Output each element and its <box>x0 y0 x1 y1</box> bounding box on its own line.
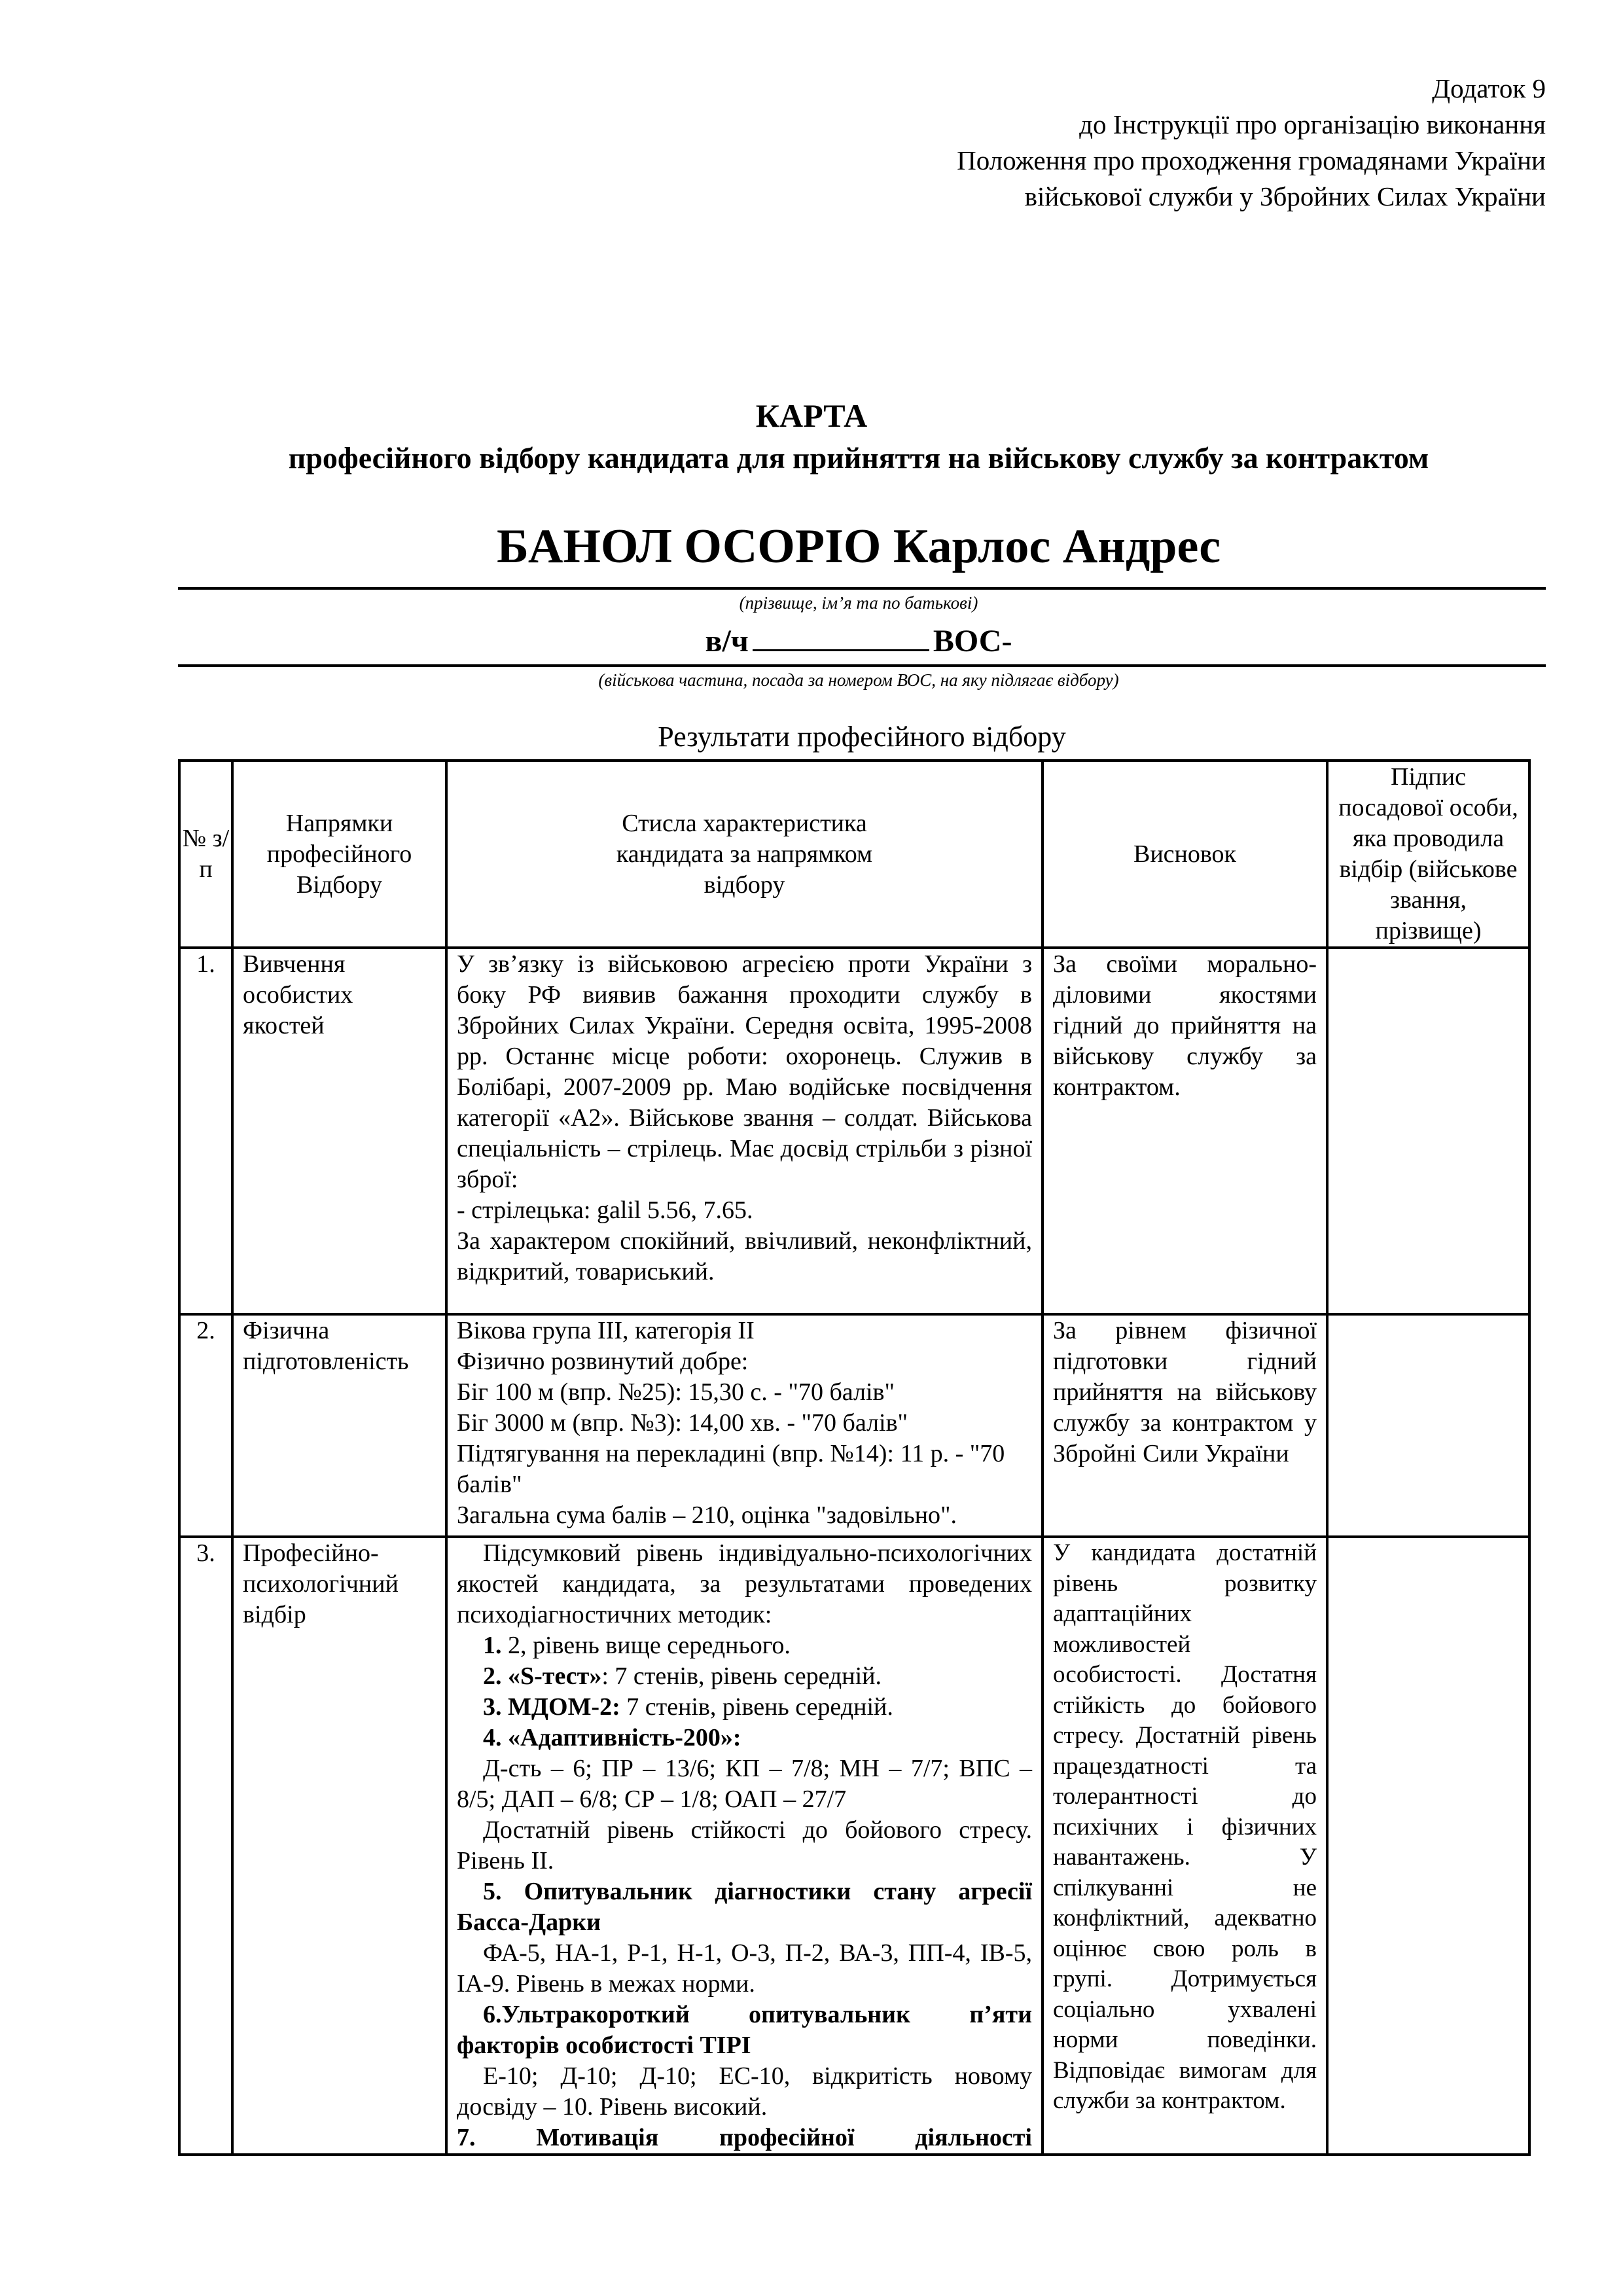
description-line: Загальна сума балів – 210, оцінка "задовільно". <box>457 1501 957 1529</box>
test-label: 2. «S-тест» <box>483 1662 602 1690</box>
adaptivity-conclusion: Достатній рівень стійкості до бойового стресу. Рівень ІІ. <box>457 1816 1032 1874</box>
psych-test-5-label: 5. Опитувальник діагностики стану агресії Басса-Дарки <box>457 1878 1032 1936</box>
appendix-reference <box>760 71 1546 215</box>
document-subtitle: професійного відбору кандидата для прийняття на військову службу за контрактом <box>288 441 1429 475</box>
psych-test-5-scores: ФА-5, НА-1, Р-1, Н-1, О-3, П-2, ВА-3, ПП-4, ІВ-5, ІА-9. Рівень в межах норми. <box>457 1939 1032 1998</box>
table-row <box>179 948 1529 1314</box>
psych-test-4 <box>457 1723 1032 1753</box>
row-signature[interactable] <box>1327 1537 1529 2155</box>
table-header-row <box>179 761 1529 948</box>
unit-line <box>171 622 1546 661</box>
results-table <box>178 759 1531 2156</box>
vos-label: ВОС- <box>933 624 1012 658</box>
appendix-line-4: військової служби у Збройних Силах України <box>1024 181 1546 211</box>
description-line: Біг 100 м (впр. №25): 15,30 с. - "70 балів" <box>457 1378 895 1406</box>
adaptivity-scores: Д-сть – 6; ПР – 13/6; КП – 7/8; МН – 7/7; ВПС – 8/5; ДАП – 6/8; СР – 1/8; ОАП – 27/7 <box>457 1755 1032 1813</box>
row-signature[interactable] <box>1327 1314 1529 1537</box>
column-header-description: Стисла характеристика кандидата за напрямком відбору <box>446 761 1043 948</box>
row-description <box>446 1314 1043 1537</box>
unit-label: в/ч <box>705 624 749 658</box>
appendix-line-2: до Інструкції про організацію виконання <box>1079 109 1546 139</box>
psych-test-2 <box>457 1661 1032 1692</box>
column-header-signature: Підпис посадової особи, яка проводила відбір (військове звання, прізвище) <box>1327 761 1529 948</box>
psych-test-6-label: 6.Ультракороткий опитувальник п’яти факторів особистості TIPI <box>457 2001 1032 2059</box>
row-direction: Професійно-психологічний відбір <box>232 1537 446 2155</box>
row-conclusion: За рівнем фізичної підготовки гідний прийняття на військову службу за контрактом у Збройні Сили України <box>1043 1314 1327 1537</box>
psych-intro: Підсумковий рівень індивідуально-психологічних якостей кандидата, за результатами проведених психодіагностичних методик: <box>457 1539 1032 1628</box>
unit-field[interactable] <box>753 623 929 651</box>
document-title: КАРТА <box>755 397 868 434</box>
row-description <box>446 1537 1043 2155</box>
appendix-line-3: Положення про проходження громадянами України <box>957 145 1546 175</box>
row-number: 1. <box>179 948 232 1314</box>
test-result: 2, рівень вище середнього. <box>501 1632 791 1659</box>
row-description <box>446 948 1043 1314</box>
candidate-name: БАНОЛ ОСОРІО Карлос Андрес <box>496 520 1221 573</box>
table-row <box>179 1314 1529 1537</box>
psych-test-1 <box>457 1630 1032 1661</box>
description-line: Підтягування на перекладині (впр. №14): 11 р. - "70 балів" <box>457 1440 1005 1498</box>
column-header-direction: Напрямки професійного Відбору <box>232 761 446 948</box>
description-line: Біг 3000 м (впр. №3): 14,00 хв. - "70 балів" <box>457 1409 908 1437</box>
description-weapons: - стрілецька: galil 5.56, 7.65. <box>457 1196 753 1224</box>
row-direction: Фізична підготовленість <box>232 1314 446 1537</box>
test-result: : 7 стенів, рівень середній. <box>601 1662 882 1690</box>
test-label: 1. <box>483 1632 502 1659</box>
unit-caption: (військова частина, посада за номером ВОС, на яку підлягає відбору) <box>598 670 1119 690</box>
appendix-number: Додаток 9 <box>1432 73 1546 103</box>
results-title: Результати професійного відбору <box>658 721 1066 753</box>
description-text: У зв’язку із військовою агресією проти України з боку РФ виявив бажання проходити службу в Збройних Силах України. Середня освіта, 1995-2008 рр. Останнє місце роботи: охоронець. Служив в Болібарі, 2007-2009 рр. Маю водійське посвідчення категорії «А2». Військове звання – солдат. Військова спеціальність – стрілець. Має досвід стрільби з різної зброї: <box>457 950 1032 1193</box>
psych-test-3 <box>457 1692 1032 1723</box>
name-caption: (прізвище, ім’я та по батькові) <box>739 593 978 613</box>
psych-test-6-scores: Е-10; Д-10; Д-10; ЕС-10, відкритість новому досвіду – 10. Рівень високий. <box>457 2062 1032 2121</box>
row-signature[interactable] <box>1327 948 1529 1314</box>
test-label: 4. «Адаптивність-200»: <box>483 1724 741 1751</box>
row-conclusion: У кандидата достатній рівень розвитку адаптаційних можливостей особистості. Достатня стійкість до бойового стресу. Достатній рівень працездатності та толерантності до психічних і фізичних навантажень. У спілкуванні не конфліктний, адекватно оцінює свою роль в групі. Дотримується соціально ухвалені норми поведінки. Відповідає вимогам для служби за контрактом. <box>1043 1537 1327 2155</box>
row-number: 2. <box>179 1314 232 1537</box>
table-row <box>179 1537 1529 2155</box>
test-result: 7 стенів, рівень середній. <box>620 1693 893 1721</box>
column-header-conclusion: Висновок <box>1043 761 1327 948</box>
description-line: Вікова група ІІІ, категорія ІІ <box>457 1317 755 1344</box>
psych-test-7-label: 7. Мотивація професійної діяльності <box>457 2124 1032 2151</box>
description-character: За характером спокійний, ввічливий, неконфліктний, відкритий, товариський. <box>457 1227 1032 1285</box>
row-conclusion: За своїми морально-діловими якостями гідний до прийняття на військову службу за контрактом. <box>1043 948 1327 1314</box>
row-direction: Вивчення особистих якостей <box>232 948 446 1314</box>
row-number: 3. <box>179 1537 232 2155</box>
name-underline <box>178 587 1546 590</box>
description-line: Фізично розвинутий добре: <box>457 1348 749 1375</box>
unit-underline <box>178 664 1546 667</box>
test-label: 3. МДОМ-2: <box>483 1693 620 1721</box>
column-header-num: № з/п <box>179 761 232 948</box>
